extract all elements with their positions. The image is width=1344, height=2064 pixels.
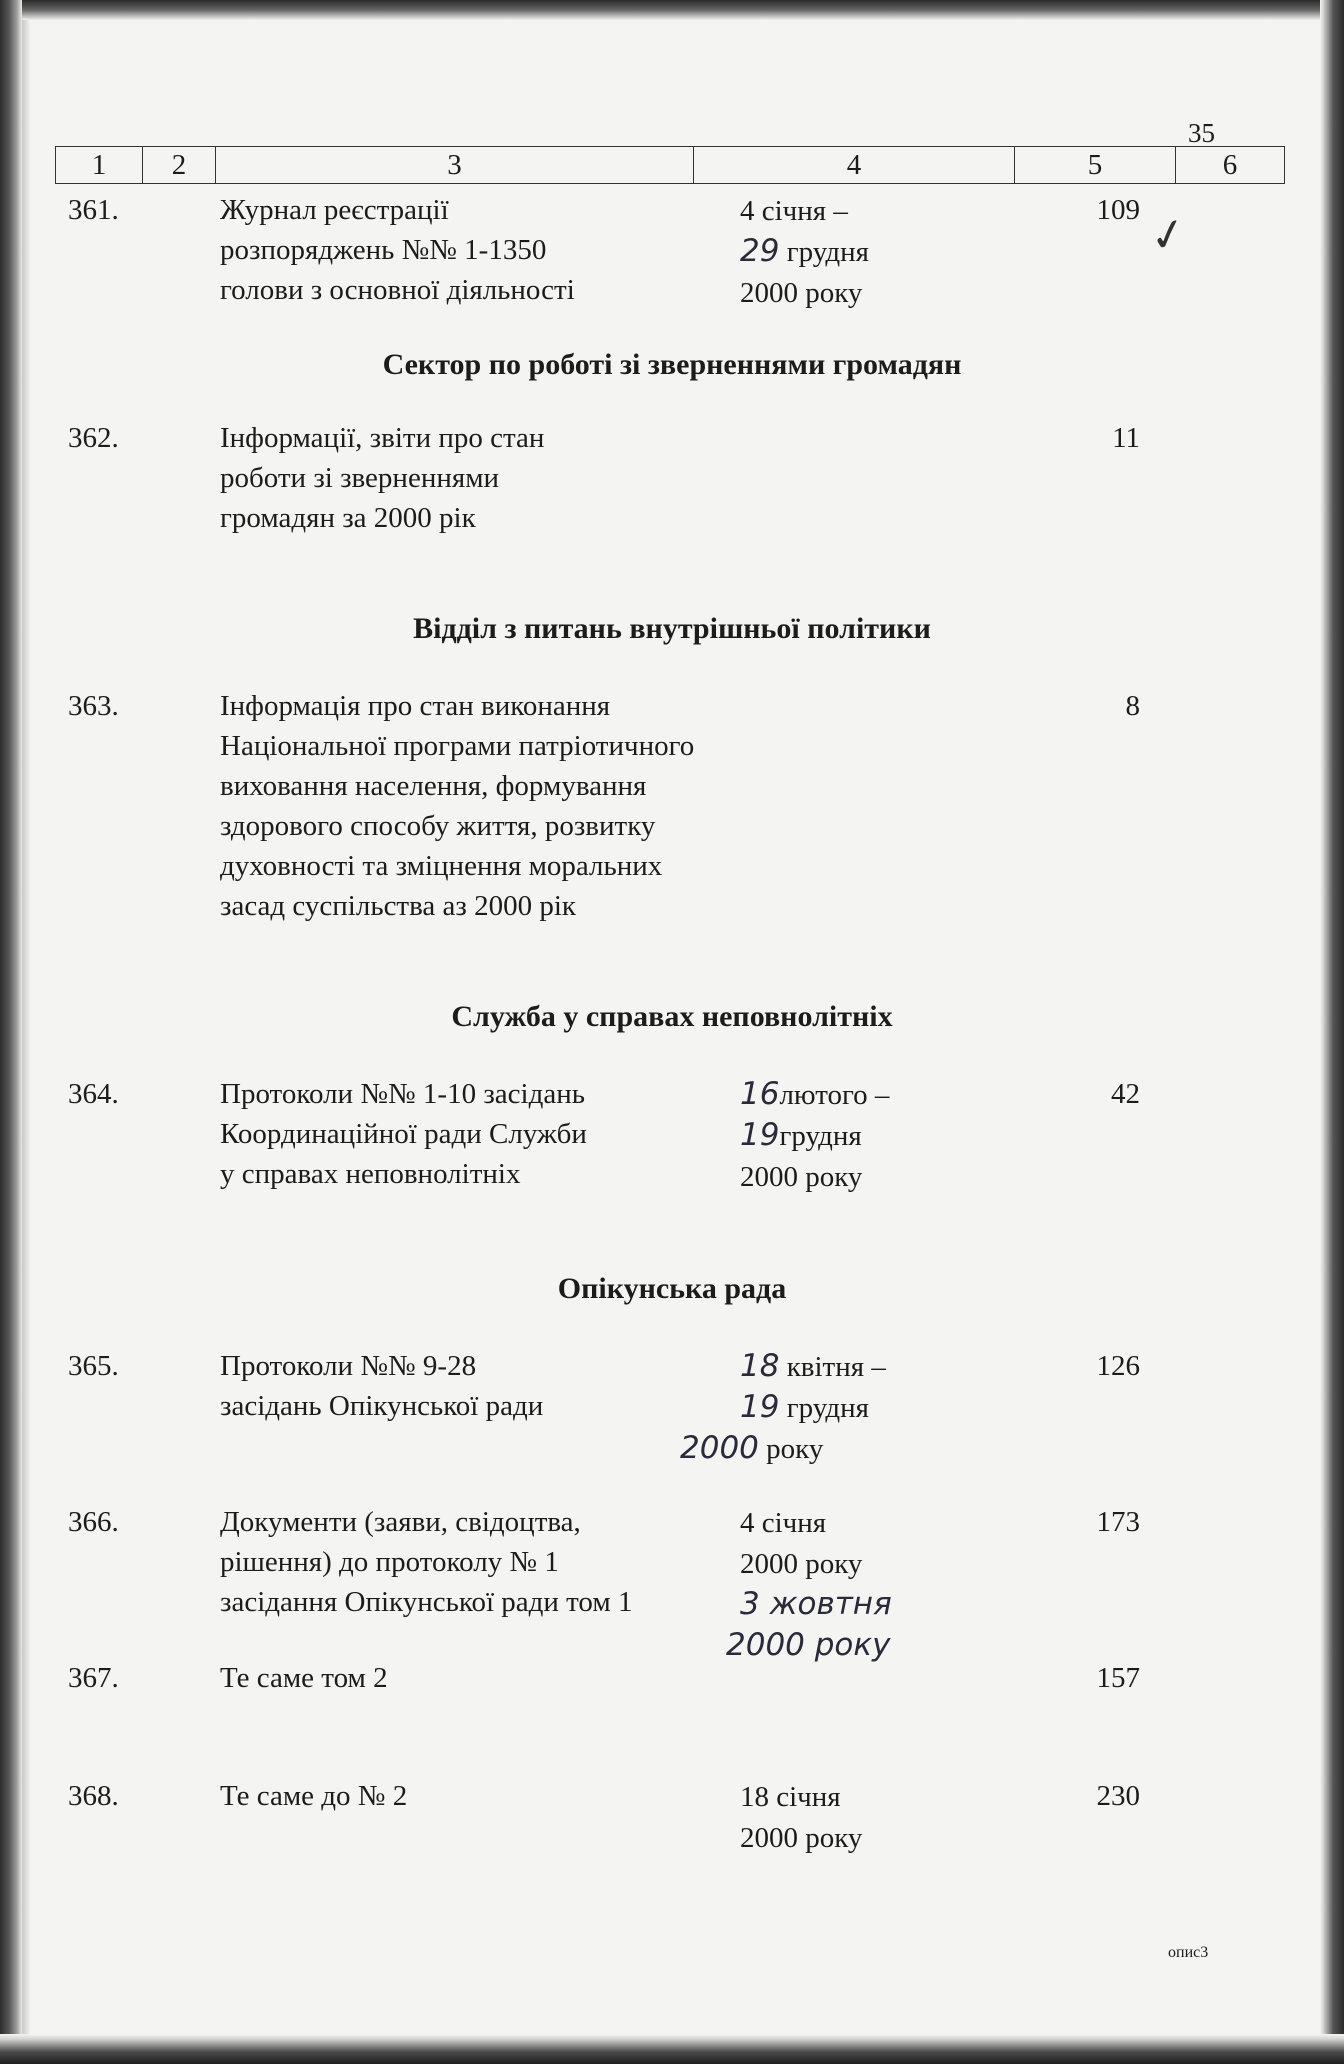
column-header-6: 6 bbox=[1176, 147, 1285, 184]
scan-border-bottom bbox=[0, 2034, 1344, 2064]
handwritten-end-date: 3 жовтня bbox=[740, 1586, 892, 1622]
record-number: 363. bbox=[68, 690, 119, 722]
record-sheet-count: 8 bbox=[1125, 690, 1140, 722]
record-date: 18 січня 2000 року bbox=[740, 1781, 863, 1854]
record-sheet-count: 126 bbox=[1096, 1350, 1140, 1382]
section-heading-guardianship-council: Опікунська рада bbox=[557, 1272, 787, 1305]
record-title: Журнал реєстрації розпоряджень №№ 1-1350 голови з основної діяльності bbox=[220, 194, 575, 306]
column-header-2: 2 bbox=[143, 147, 216, 184]
scan-border-top bbox=[0, 0, 1344, 20]
column-header-4: 4 bbox=[694, 147, 1015, 184]
record-title: Протоколи №№ 9-28 засідань Опікунської ради bbox=[220, 1350, 544, 1422]
record-sheet-count: 173 bbox=[1096, 1506, 1140, 1538]
footer-code: опис3 bbox=[1168, 1944, 1209, 1961]
record-title: Інформації, звіти про стан роботи зі зверненнями громадян за 2000 рік bbox=[220, 422, 545, 534]
section-heading-domestic-policy: Відділ з питань внутрішньої політики bbox=[413, 612, 931, 645]
record-sheet-count: 109 bbox=[1096, 194, 1140, 226]
record-number: 368. bbox=[68, 1780, 119, 1812]
record-sheet-count: 11 bbox=[1112, 422, 1140, 454]
record-sheet-count: 230 bbox=[1096, 1780, 1140, 1812]
record-date: 4 січня – 29 грудня 2000 року bbox=[740, 195, 870, 309]
handwritten-day: 19 bbox=[740, 1389, 780, 1425]
column-header-1: 1 bbox=[56, 147, 143, 184]
handwritten-year: 2000 bbox=[680, 1430, 759, 1466]
handwritten-day: 16 bbox=[740, 1076, 780, 1112]
column-header-table bbox=[55, 146, 1285, 184]
record-date: 16лютого – 19грудня 2000 року bbox=[740, 1076, 890, 1193]
record-number: 367. bbox=[68, 1662, 119, 1694]
handwritten-day: 18 bbox=[740, 1348, 780, 1384]
record-title: Документи (заяви, свідоцтва, рішення) до протоколу № 1 засідання Опікунської ради том 1 bbox=[220, 1506, 633, 1618]
record-date: 18 квітня – 19 грудня 2000 року bbox=[680, 1348, 886, 1466]
section-heading-juvenile-service: Служба у справах неповнолітніх bbox=[451, 1000, 893, 1033]
handwritten-day: 19 bbox=[740, 1117, 780, 1153]
handwritten-day: 29 bbox=[740, 233, 780, 269]
page-number: 35 bbox=[1188, 118, 1215, 148]
handwritten-end-year: 2000 року bbox=[726, 1627, 891, 1663]
section-heading-citizens: Сектор по роботі зі зверненнями громадян bbox=[382, 348, 962, 381]
record-title: Протоколи №№ 1-10 засідань Координаційної ради Служби у справах неповнолітніх bbox=[220, 1078, 587, 1190]
record-number: 364. bbox=[68, 1078, 119, 1110]
column-header-3: 3 bbox=[216, 147, 694, 184]
column-header-5: 5 bbox=[1015, 147, 1176, 184]
record-title: Те саме том 2 bbox=[220, 1662, 388, 1694]
record-number: 366. bbox=[68, 1506, 119, 1538]
record-sheet-count: 157 bbox=[1096, 1662, 1140, 1694]
handwritten-check-mark: ✓ bbox=[1145, 206, 1192, 265]
record-title: Інформація про стан виконання Національної програми патріотичного виховання населення, формування здорового способу життя, розвитку духовності та зміцнення моральних засад суспільства аз 2000 рік bbox=[220, 690, 695, 922]
record-date: 4 січня 2000 року 3 жовтня 2000 року bbox=[726, 1507, 892, 1663]
record-number: 365. bbox=[68, 1350, 119, 1382]
record-sheet-count: 42 bbox=[1111, 1078, 1140, 1110]
record-title: Те саме до № 2 bbox=[220, 1780, 408, 1812]
record-number: 362. bbox=[68, 422, 119, 454]
record-number: 361. bbox=[68, 194, 119, 226]
